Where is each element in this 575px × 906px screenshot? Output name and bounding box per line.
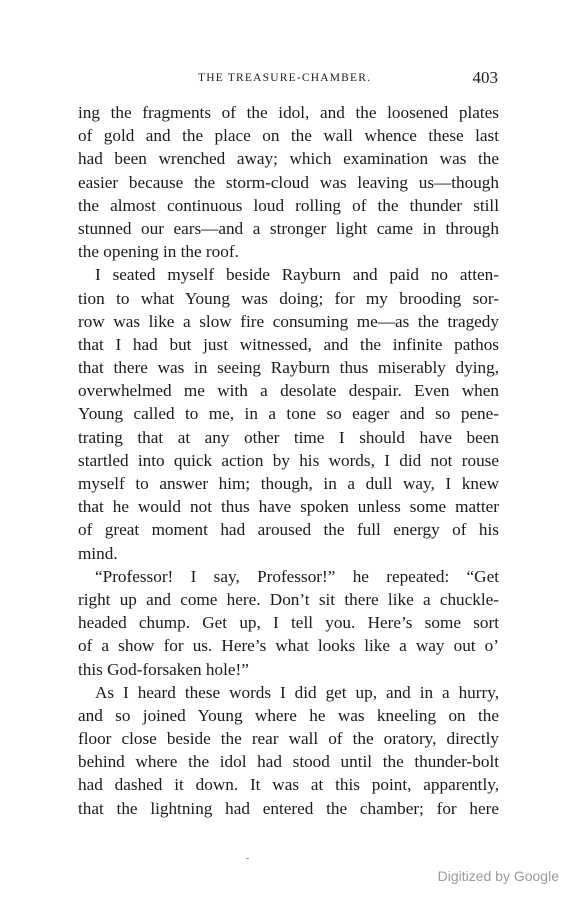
text-line: overwhelmed me with a desolate despair. Even when <box>78 381 499 401</box>
text-line: ing the fragments of the idol, and the loosened plates <box>78 103 499 122</box>
text-line: trating that at any other time I should have been <box>78 427 499 447</box>
text-line: easier because the storm-cloud was leaving us—though <box>78 172 499 192</box>
text-line: had dashed it down. It was at this point, apparently, <box>78 775 499 795</box>
text-line: mind. <box>78 543 118 563</box>
text-line: had been wrenched away; which examination was the <box>78 149 499 169</box>
text-line: Young called to me, in a tone so eager and so pene- <box>78 404 499 424</box>
running-title: THE TREASURE-CHAMBER. <box>198 72 372 84</box>
text-line: row was like a slow fire consuming me—as the tragedy <box>78 311 499 331</box>
text-line: that he would not thus have spoken unless some matter <box>78 497 499 517</box>
text-line: headed chump. Get up, I tell you. Here’s some sort <box>78 613 499 633</box>
text-line: myself to answer him; though, in a dull way, I knew <box>78 474 499 493</box>
text-line: of gold and the place on the wall whence these last <box>78 126 499 146</box>
text-line: As I heard these words I did get up, and in a hurry, <box>95 682 499 702</box>
text-line: I seated myself beside Rayburn and paid no atten- <box>95 265 499 285</box>
text-line: stunned our ears—and a stronger light came in through <box>78 218 499 238</box>
text-line: right up and come here. Don’t sit there like a chuckle- <box>78 589 499 609</box>
text-line: this God-forsaken hole!” <box>78 659 249 679</box>
body-text <box>78 101 499 820</box>
text-line: that I had but just witnessed, and the infinite pathos <box>78 334 499 354</box>
text-line: floor close beside the rear wall of the oratory, directly <box>78 729 499 749</box>
page-number: 403 <box>472 68 498 87</box>
page-header <box>78 68 498 90</box>
text-line: of great moment had aroused the full energy of his <box>78 520 499 540</box>
text-line: tion to what Young was doing; for my brooding sor- <box>78 288 499 308</box>
text-line: and so joined Young where he was kneeling on the <box>78 705 499 725</box>
text-line: of a show for us. Here’s what looks like a way out o’ <box>78 636 499 656</box>
text-line: that the lightning had entered the chamber; for here <box>78 798 499 818</box>
digitized-watermark: Digitized by Google <box>437 868 559 884</box>
text-line: startled into quick action by his words, I did not rouse <box>78 450 499 470</box>
text-line: the opening in the roof. <box>78 242 239 262</box>
text-line: “Professor! I say, Professor!” he repeated: “Get <box>95 566 499 586</box>
text-line: behind where the idol had stood until the thunder-bolt <box>78 752 499 772</box>
page-mark <box>246 858 249 859</box>
text-line: that there was in seeing Rayburn thus miserably dying, <box>78 358 499 378</box>
text-line: the almost continuous loud rolling of the thunder still <box>78 195 499 215</box>
